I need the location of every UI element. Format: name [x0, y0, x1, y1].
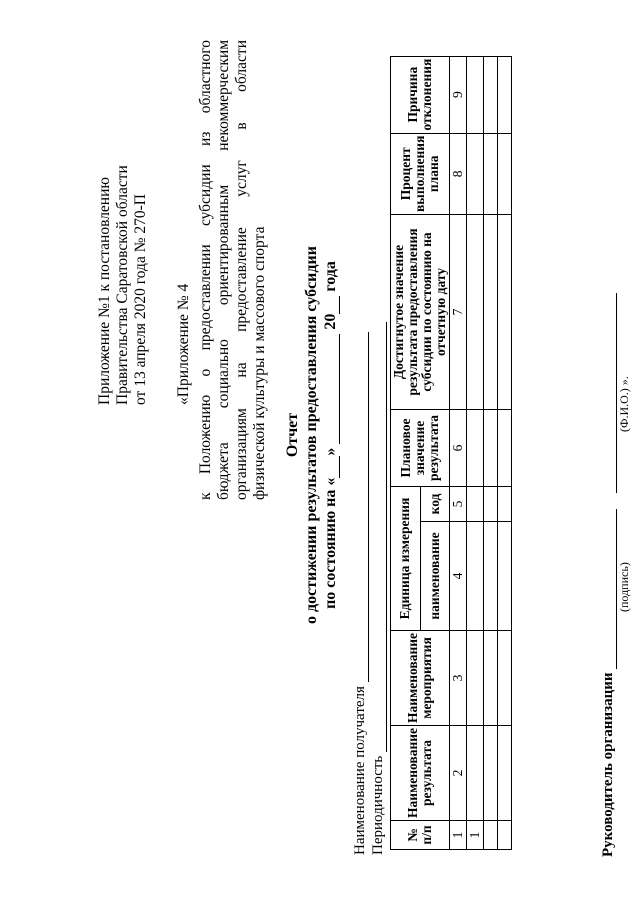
- recipient-label: Наименование получателя: [352, 686, 368, 855]
- appendix-line-3: от 13 апреля 2020 года № 270-П: [132, 194, 149, 405]
- table-cell: [484, 133, 498, 214]
- header-reason: Причина отклонения: [391, 56, 450, 133]
- month-blank: [339, 334, 340, 444]
- report-table: [390, 56, 512, 850]
- col-number: 3: [450, 631, 467, 726]
- row-number: 1: [467, 821, 484, 850]
- report-title-block: [283, 205, 340, 665]
- table-cell: [467, 487, 484, 522]
- header-unit: Единица измерения: [391, 487, 421, 631]
- table-cell: [484, 410, 498, 487]
- table-row: [467, 56, 484, 849]
- table-row: [498, 56, 512, 849]
- header-unit-name: наименование: [420, 522, 450, 631]
- table-cell: [498, 133, 512, 214]
- period-blank: [386, 322, 387, 752]
- table-cell: [484, 56, 498, 133]
- appendix-inner-line-3: бюджета социально ориентированным некоммерческим: [215, 40, 232, 500]
- table-cell: [484, 487, 498, 522]
- report-subtitle: о достижении результатов предоставления субсидии: [303, 246, 320, 624]
- header-planned: Плановое значение результата: [391, 410, 450, 487]
- table-cell: [467, 215, 484, 410]
- table-cell: [498, 631, 512, 726]
- appendix-inner-line-5: физической культуры и массового спорта: [251, 226, 268, 500]
- header-result-name: Наименование результата: [391, 726, 450, 821]
- table-cell: [484, 631, 498, 726]
- header-event-name: Наименование мероприятия: [391, 631, 450, 726]
- col-number: 5: [450, 487, 467, 522]
- table-cell: [467, 726, 484, 821]
- appendix-inner-line-2: к Положению о предоставлении субсидии из областного: [197, 40, 214, 500]
- table-cell: [467, 56, 484, 133]
- table-cell: [484, 821, 498, 850]
- day-blank: [339, 456, 340, 478]
- table-cell: [498, 522, 512, 631]
- table-cell: [484, 726, 498, 821]
- table-cell: [498, 410, 512, 487]
- recipient-field: [352, 332, 369, 855]
- header-unit-code: код: [420, 487, 450, 522]
- report-title: Отчет: [284, 412, 301, 458]
- col-number: 9: [450, 56, 467, 133]
- header-achieved: Достигнутое значение результата предоставления субсидии по состоянию на отчетную дату: [391, 215, 450, 410]
- header-percent: Процент выполнения плана: [391, 133, 450, 214]
- table-cell: [498, 56, 512, 133]
- table-numbering-row: [450, 56, 467, 849]
- header-num: № п/п: [391, 821, 450, 850]
- period-label: Периодичность: [370, 755, 386, 855]
- table-cell: [498, 487, 512, 522]
- table-cell: [498, 215, 512, 410]
- appendix-inner-line-4: организациям на предоставление услуг в области: [233, 40, 250, 500]
- table-cell: [467, 133, 484, 214]
- report-date-line: по состоянию на «» 20 года: [322, 261, 339, 609]
- col-number: 8: [450, 133, 467, 214]
- col-number: 1: [450, 821, 467, 850]
- table-cell: [498, 726, 512, 821]
- table-cell: [498, 821, 512, 850]
- col-number: 4: [450, 522, 467, 631]
- year-blank: [339, 296, 340, 314]
- table-cell: [484, 522, 498, 631]
- appendix-line-2: Правительства Саратовской области: [114, 165, 131, 405]
- recipient-blank: [368, 332, 369, 682]
- signature-block: [600, 293, 631, 857]
- appendix-inner-block: [175, 40, 269, 500]
- table-cell: [467, 631, 484, 726]
- period-field: [370, 322, 387, 855]
- col-number: 6: [450, 410, 467, 487]
- appendix-line-1: Приложение №1 к постановлению: [96, 177, 113, 405]
- head-label: Руководитель организации: [600, 672, 616, 857]
- col-number: 2: [450, 726, 467, 821]
- name-caption: (Ф.И.О.) ».: [617, 376, 631, 432]
- signature-caption: (подпись): [617, 562, 631, 612]
- table-cell: [467, 410, 484, 487]
- table-cell: [484, 215, 498, 410]
- table-cell: [467, 522, 484, 631]
- appendix-inner-line-1: «Приложение № 4: [175, 283, 192, 405]
- col-number: 7: [450, 215, 467, 410]
- table-header-row: [391, 56, 421, 849]
- table-row: [484, 56, 498, 849]
- appendix-block: [96, 0, 150, 405]
